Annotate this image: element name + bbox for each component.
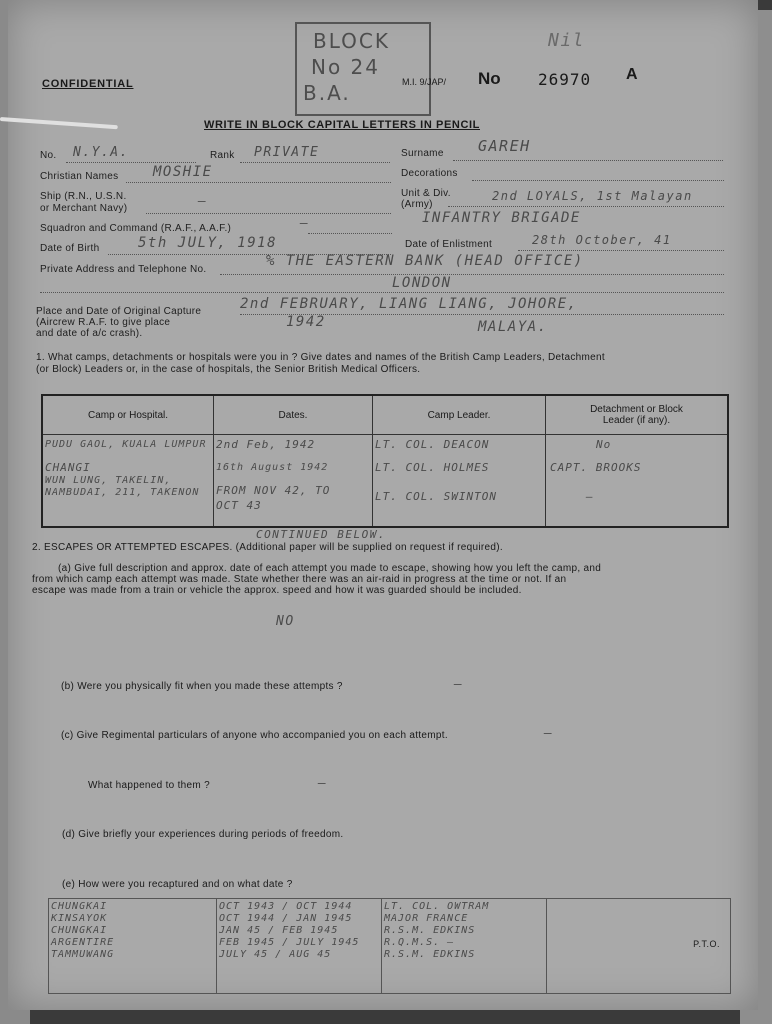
form-letter: A <box>626 66 638 83</box>
ship-label-1: Ship (R.N., U.S.N. <box>40 191 127 202</box>
no-label: No. <box>40 150 57 161</box>
cont-leader-5: R.S.M. EDKINS <box>384 949 476 960</box>
cont-dates-2: OCT 1944 / JAN 1945 <box>219 913 353 924</box>
ship-dotline <box>146 213 391 214</box>
scribble-annotation: Nil <box>548 30 586 51</box>
unit-label-1: Unit & Div. <box>401 188 451 199</box>
q2c-text: (c) Give Regimental particulars of anyone who accompanied you on each attempt. <box>61 730 448 741</box>
cont-camp-1: CHUNGKAI <box>51 901 108 912</box>
decorations-label: Decorations <box>401 168 458 179</box>
camps-dates-cell <box>214 435 373 528</box>
instruction-heading: WRITE IN BLOCK CAPITAL LETTERS IN PENCIL <box>204 119 480 131</box>
q2b-text: (b) Were you physically fit when you made these attempts ? <box>61 681 343 692</box>
q2c-answer: — <box>544 726 554 741</box>
enlistment-label: Date of Enlistment <box>405 239 493 250</box>
camps-header-dates: Dates. <box>214 395 373 435</box>
continued-leader-cell <box>382 899 547 994</box>
address-label: Private Address and Telephone No. <box>40 264 207 275</box>
ship-value: — <box>198 194 208 209</box>
address-dotline-1 <box>220 274 724 275</box>
camps-header-leader: Camp Leader. <box>373 395 546 435</box>
detachment-1: No <box>596 438 612 451</box>
q2c-what-happened-answer: — <box>318 776 328 791</box>
cont-camp-2: KINSAYOK <box>51 913 108 924</box>
ship-label-2: or Merchant Navy) <box>40 203 128 214</box>
cont-leader-4: R.Q.M.S. — <box>384 937 455 948</box>
address-value-1: % THE EASTERN BANK (HEAD OFFICE) <box>266 253 584 269</box>
no-dotline <box>66 162 196 163</box>
q2e-text: (e) How were you recaptured and on what date ? <box>62 879 293 890</box>
q2c-what-happened: What happened to them ? <box>88 780 210 791</box>
decorations-dotline <box>472 180 724 181</box>
camp-1: PUDU GAOL, KUALA LUMPUR <box>45 439 207 450</box>
camps-header-detachment: Detachment or Block Leader (if any). <box>546 395 729 435</box>
camps-camp-cell <box>42 435 214 528</box>
cont-dates-5: JULY 45 / AUG 45 <box>219 949 332 960</box>
continued-camp-cell <box>49 899 217 994</box>
dob-label: Date of Birth <box>40 243 100 254</box>
christian-names-label: Christian Names <box>40 171 119 182</box>
capture-value-2: 1942 <box>286 314 326 330</box>
leader-3: LT. COL. SWINTON <box>375 490 497 503</box>
enlistment-value: 28th October, 41 <box>532 233 672 247</box>
squadron-dotline <box>308 233 392 234</box>
camp-3: WUN LUNG, TAKELIN, NAMBUDAI, 211, TAKENON <box>45 475 200 498</box>
dob-value: 5th JULY, 1918 <box>138 235 278 251</box>
cont-dates-4: FEB 1945 / JULY 1945 <box>219 937 360 948</box>
dates-2: 16th August 1942 <box>216 462 329 473</box>
detachment-3: — <box>586 490 594 503</box>
no-value: N.Y.A. <box>73 145 129 160</box>
capture-value-3: MALAYA. <box>478 319 548 335</box>
detachment-2: CAPT. BROOKS <box>550 461 642 474</box>
capture-label-1: Place and Date of Original Capture <box>36 306 202 317</box>
cont-camp-4: ARGENTIRE <box>51 937 115 948</box>
christian-dotline <box>126 182 391 183</box>
camps-table <box>41 394 729 528</box>
q2a-text-1: (a) Give full description and approx. date of each attempt you made to escape, showing how you left the camp, and <box>58 563 602 574</box>
block-stamp <box>295 22 431 116</box>
stamp-line-3: B.A. <box>303 81 351 105</box>
q1-text-2: (or Block) Leaders or, in the case of hospitals, the Senior British Medical Officers. <box>36 364 421 375</box>
address-value-2: LONDON <box>392 275 452 291</box>
confidential-label: CONFIDENTIAL <box>42 78 134 90</box>
cont-leader-2: MAJOR FRANCE <box>384 913 469 924</box>
unit-value-1: 2nd LOYALS, 1st Malayan <box>492 189 693 203</box>
cont-leader-3: R.S.M. EDKINS <box>384 925 476 936</box>
dates-3: FROM NOV 42, TO OCT 43 <box>216 484 331 512</box>
cont-dates-1: OCT 1943 / OCT 1944 <box>219 901 353 912</box>
camps-detachment-cell <box>546 435 729 528</box>
unit-dotline <box>448 206 724 207</box>
q2-title: 2. ESCAPES OR ATTEMPTED ESCAPES. (Additional paper will be supplied on request if required). <box>32 542 503 553</box>
continued-dates-cell <box>217 899 382 994</box>
mi-reference: M.I. 9/JAP/ <box>402 77 447 87</box>
pto-label: P.T.O. <box>693 939 720 949</box>
christian-names-value: MOSHIE <box>153 164 213 180</box>
surname-dotline <box>453 160 723 161</box>
enlistment-dotline <box>518 250 724 251</box>
continued-camps-table <box>48 898 731 994</box>
unit-value-2: INFANTRY BRIGADE <box>422 210 581 226</box>
camps-header-camp: Camp or Hospital. <box>42 395 214 435</box>
number-symbol: No <box>478 69 501 88</box>
rank-dotline <box>240 162 390 163</box>
capture-label-3: and date of a/c crash). <box>36 328 143 339</box>
camps-leader-cell <box>373 435 546 528</box>
q2a-text-3: escape was made from a train or vehicle the approx. speed and how it was guarded should be included. <box>32 585 522 596</box>
cont-leader-1: LT. COL. OWTRAM <box>384 901 490 912</box>
cont-camp-3: CHUNGKAI <box>51 925 108 936</box>
cont-dates-3: JAN 45 / FEB 1945 <box>219 925 339 936</box>
q2b-answer: — <box>454 677 464 692</box>
form-page <box>8 0 758 1010</box>
squadron-value: — <box>300 216 310 231</box>
q2a-answer: NO <box>276 614 295 629</box>
stamp-line-1: BLOCK <box>313 29 390 53</box>
squadron-label: Squadron and Command (R.A.F., A.A.F.) <box>40 223 232 234</box>
address-dotline-2 <box>40 292 724 293</box>
continued-empty-cell <box>547 899 731 994</box>
surname-value: GAREH <box>478 137 531 155</box>
capture-label-2: (Aircrew R.A.F. to give place <box>36 317 171 328</box>
form-number: 26970 <box>538 70 592 89</box>
q2d-text: (d) Give briefly your experiences during periods of freedom. <box>62 829 344 840</box>
continued-below-note: CONTINUED BELOW. <box>256 528 386 541</box>
q2a-text-2: from which camp each attempt was made. State whether there was an air-raid in progress at the time or not. If an <box>32 574 567 585</box>
stamp-line-2: No 24 <box>311 55 381 79</box>
dates-1: 2nd Feb, 1942 <box>216 438 316 451</box>
camp-2: CHANGI <box>45 461 91 474</box>
leader-2: LT. COL. HOLMES <box>375 461 490 474</box>
surname-label: Surname <box>401 148 444 159</box>
rank-value: PRIVATE <box>254 145 320 160</box>
rank-label: Rank <box>210 150 235 161</box>
unit-label-2: (Army) <box>401 199 433 210</box>
q1-text-1: 1. What camps, detachments or hospitals were you in ? Give dates and names of the British Camp Leaders, Detachment <box>36 352 605 363</box>
capture-value-1: 2nd FEBRUARY, LIANG LIANG, JOHORE, <box>240 296 578 312</box>
cont-camp-5: TAMMUWANG <box>51 949 115 960</box>
capture-dotline <box>240 314 724 315</box>
leader-1: LT. COL. DEACON <box>375 438 490 451</box>
